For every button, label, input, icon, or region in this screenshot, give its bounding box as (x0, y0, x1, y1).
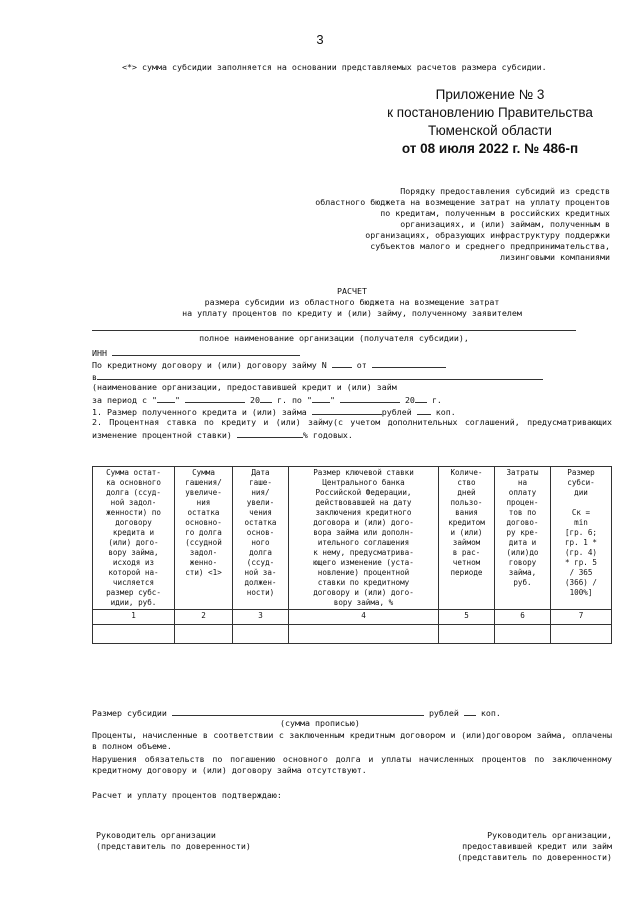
signature-right-note: (представитель по доверенности) (457, 852, 612, 862)
contract-number-field[interactable] (332, 358, 352, 368)
period-day-from[interactable] (157, 393, 175, 403)
procedure-reference (150, 186, 610, 263)
subsidy-kop-label: коп. (480, 708, 501, 718)
contract-from-label: от (356, 360, 367, 370)
column-number: 4 (289, 610, 439, 625)
loan-amount-label: 1. Размер полученного кредита и (или) займа (92, 407, 307, 417)
procedure-line: Порядку предоставления субсидий из средств (400, 186, 610, 196)
column-number: 3 (233, 610, 289, 625)
period-to-label: г. по (276, 395, 302, 405)
table-cell[interactable] (439, 625, 495, 644)
header-cell: Размер ключевой ставки Центрального банка Российской Федерации, действовавшей на дату заключения кредитного договора и (или) дого- вора займа или дополн- ительного соглашения к нему, предусматрива- ющего изменение (уста- новление) процентной ставки по кредитному договору и (или) дого- вору займа, % (289, 467, 439, 610)
header-cell: Размер субси- дии Ск = min [гр. 6; гр. 1 * (гр. 4) * гр. 5 / 365 (366) / 100%] (551, 467, 612, 610)
signature-right (330, 830, 612, 863)
column-number: 6 (495, 610, 551, 625)
period-year-to[interactable] (415, 393, 427, 403)
table-cell[interactable] (233, 625, 289, 644)
year-suffix: г. (431, 395, 442, 405)
lender-field[interactable] (97, 370, 543, 380)
table-cell[interactable] (551, 625, 612, 644)
inn-field[interactable] (112, 346, 300, 356)
column-number: 5 (439, 610, 495, 625)
table-row (93, 625, 612, 644)
signature-left-note: (представитель по доверенности) (96, 841, 251, 851)
appendix-line-2: к постановлению Правительства (387, 105, 593, 120)
table-number-row (93, 610, 612, 625)
no-violations-paragraph: Нарушения обязательств по погашению основного долга и уплаты начисленных процентов по заключенному кредитному договору и (или) договору займа отсутствуют. (92, 754, 612, 775)
subsidy-rub-label: рублей (428, 708, 459, 718)
calculation-table (92, 466, 612, 644)
inn-label: ИНН (92, 348, 107, 358)
percent-sign: % (302, 430, 308, 440)
quote: " (151, 395, 157, 405)
calc-title-main: РАСЧЕТ (337, 286, 367, 296)
org-name-line (92, 330, 576, 331)
procedure-line: субъектов малого и среднего предпринимательства, (370, 241, 610, 251)
period-month-from[interactable] (185, 393, 245, 403)
procedure-line: лизинговыми компаниями (500, 252, 610, 262)
kop-label: коп. (435, 407, 456, 417)
year-prefix: 20 (404, 395, 415, 405)
interest-rate-field[interactable] (237, 428, 303, 438)
lender-caption: (наименование организации, предоставившей кредит и (или) займ (92, 382, 397, 392)
period-day-to[interactable] (312, 393, 330, 403)
table-cell[interactable] (93, 625, 175, 644)
signature-left-title: Руководитель организации (96, 830, 216, 840)
signature-left (96, 830, 251, 852)
quote: " (329, 395, 335, 405)
subsidy-kop-field[interactable] (464, 706, 476, 716)
contract-date-field[interactable] (372, 358, 446, 368)
quote: " (306, 395, 312, 405)
confirmation-text: Расчет и уплату процентов подтверждаю: (92, 790, 282, 800)
loan-amount-kop-field[interactable] (417, 405, 431, 415)
period-year-from[interactable] (260, 393, 272, 403)
header-cell: Сумма остат- ка основного долга (ссуд- ной задол- женности) по договору кредита и (или) дого- вору займа, исходя из которой на- числяется размер субс- идии, руб. (93, 467, 175, 610)
interest-rate-text: 2. Процентная ставка по кредиту и (или) займу(с учетом дополнительных соглашений, предусматривающих изменение процентной ставки) (92, 417, 612, 440)
org-name-caption: полное наименование организации (получателя субсидии), (199, 333, 469, 343)
subsidy-amount-field[interactable] (172, 706, 424, 716)
period-label: за период с (92, 395, 147, 405)
appendix-line-3: Тюменской области (428, 123, 552, 138)
calc-title-line-3: на уплату процентов по кредиту и (или) займу, полученному заявителем (182, 308, 522, 318)
rub-label: рублей (381, 407, 412, 417)
subsidy-caption: (сумма прописью) (280, 718, 360, 728)
header-cell: Количе- ство дней пользо- вания кредитом и (или) займом в рас- четном периоде (439, 467, 495, 610)
appendix-line-4: от 08 июля 2022 г. № 486-п (401, 141, 579, 156)
interest-paid-paragraph: Проценты, начисленные в соответствии с заключенным кредитным договором и (или)договором займа, оплачены в полном объеме. (92, 730, 612, 751)
column-number: 2 (175, 610, 233, 625)
per-annum-label: годовых. (312, 430, 353, 440)
lender-in-label: в (92, 372, 97, 382)
table-cell[interactable] (175, 625, 233, 644)
appendix-header (370, 86, 610, 158)
signature-right-subtitle: предоставившей кредит или займ (462, 841, 612, 851)
header-cell: Сумма гашения/ увеличе- ния остатка основно- го долга (ссудной задол- женно- сти) <1> (175, 467, 233, 610)
column-number: 1 (93, 610, 175, 625)
calc-title-line-2: размера субсидии из областного бюджета на возмещение затрат (204, 297, 500, 307)
quote: " (174, 395, 180, 405)
procedure-line: организациях, образующих инфраструктуру поддержки (365, 230, 610, 240)
page-number: 3 (316, 32, 324, 47)
header-cell: Дата гаше- ния/ увели- чения остатка основ- ного долга (ссуд- ной за- должен- ности) (233, 467, 289, 610)
appendix-line-1: Приложение № 3 (435, 87, 545, 102)
period-month-to[interactable] (340, 393, 400, 403)
year-prefix: 20 (249, 395, 260, 405)
signature-right-title: Руководитель организации, (487, 830, 612, 840)
procedure-line: по кредитам, полученным в российских кредитных (380, 208, 610, 218)
procedure-line: организациях, и (или) займам, полученным в (400, 219, 610, 229)
column-number: 7 (551, 610, 612, 625)
footnote-text: <*> сумма субсидии заполняется на основании представляемых расчетов размера субсидии. (122, 62, 547, 72)
table-cell[interactable] (289, 625, 439, 644)
loan-amount-rub-field[interactable] (312, 405, 382, 415)
contract-label: По кредитному договору и (или) договору займу N (92, 360, 327, 370)
table-cell[interactable] (495, 625, 551, 644)
calculation-title (92, 286, 612, 319)
table-header-row (93, 467, 612, 610)
header-cell: Затраты на оплату процен- тов по догово- ру кре- дита и (или)до говору займа, руб. (495, 467, 551, 610)
subsidy-label: Размер субсидии (92, 708, 167, 718)
procedure-line: областного бюджета на возмещение затрат на уплату процентов (315, 197, 610, 207)
interest-rate-row (92, 417, 612, 441)
